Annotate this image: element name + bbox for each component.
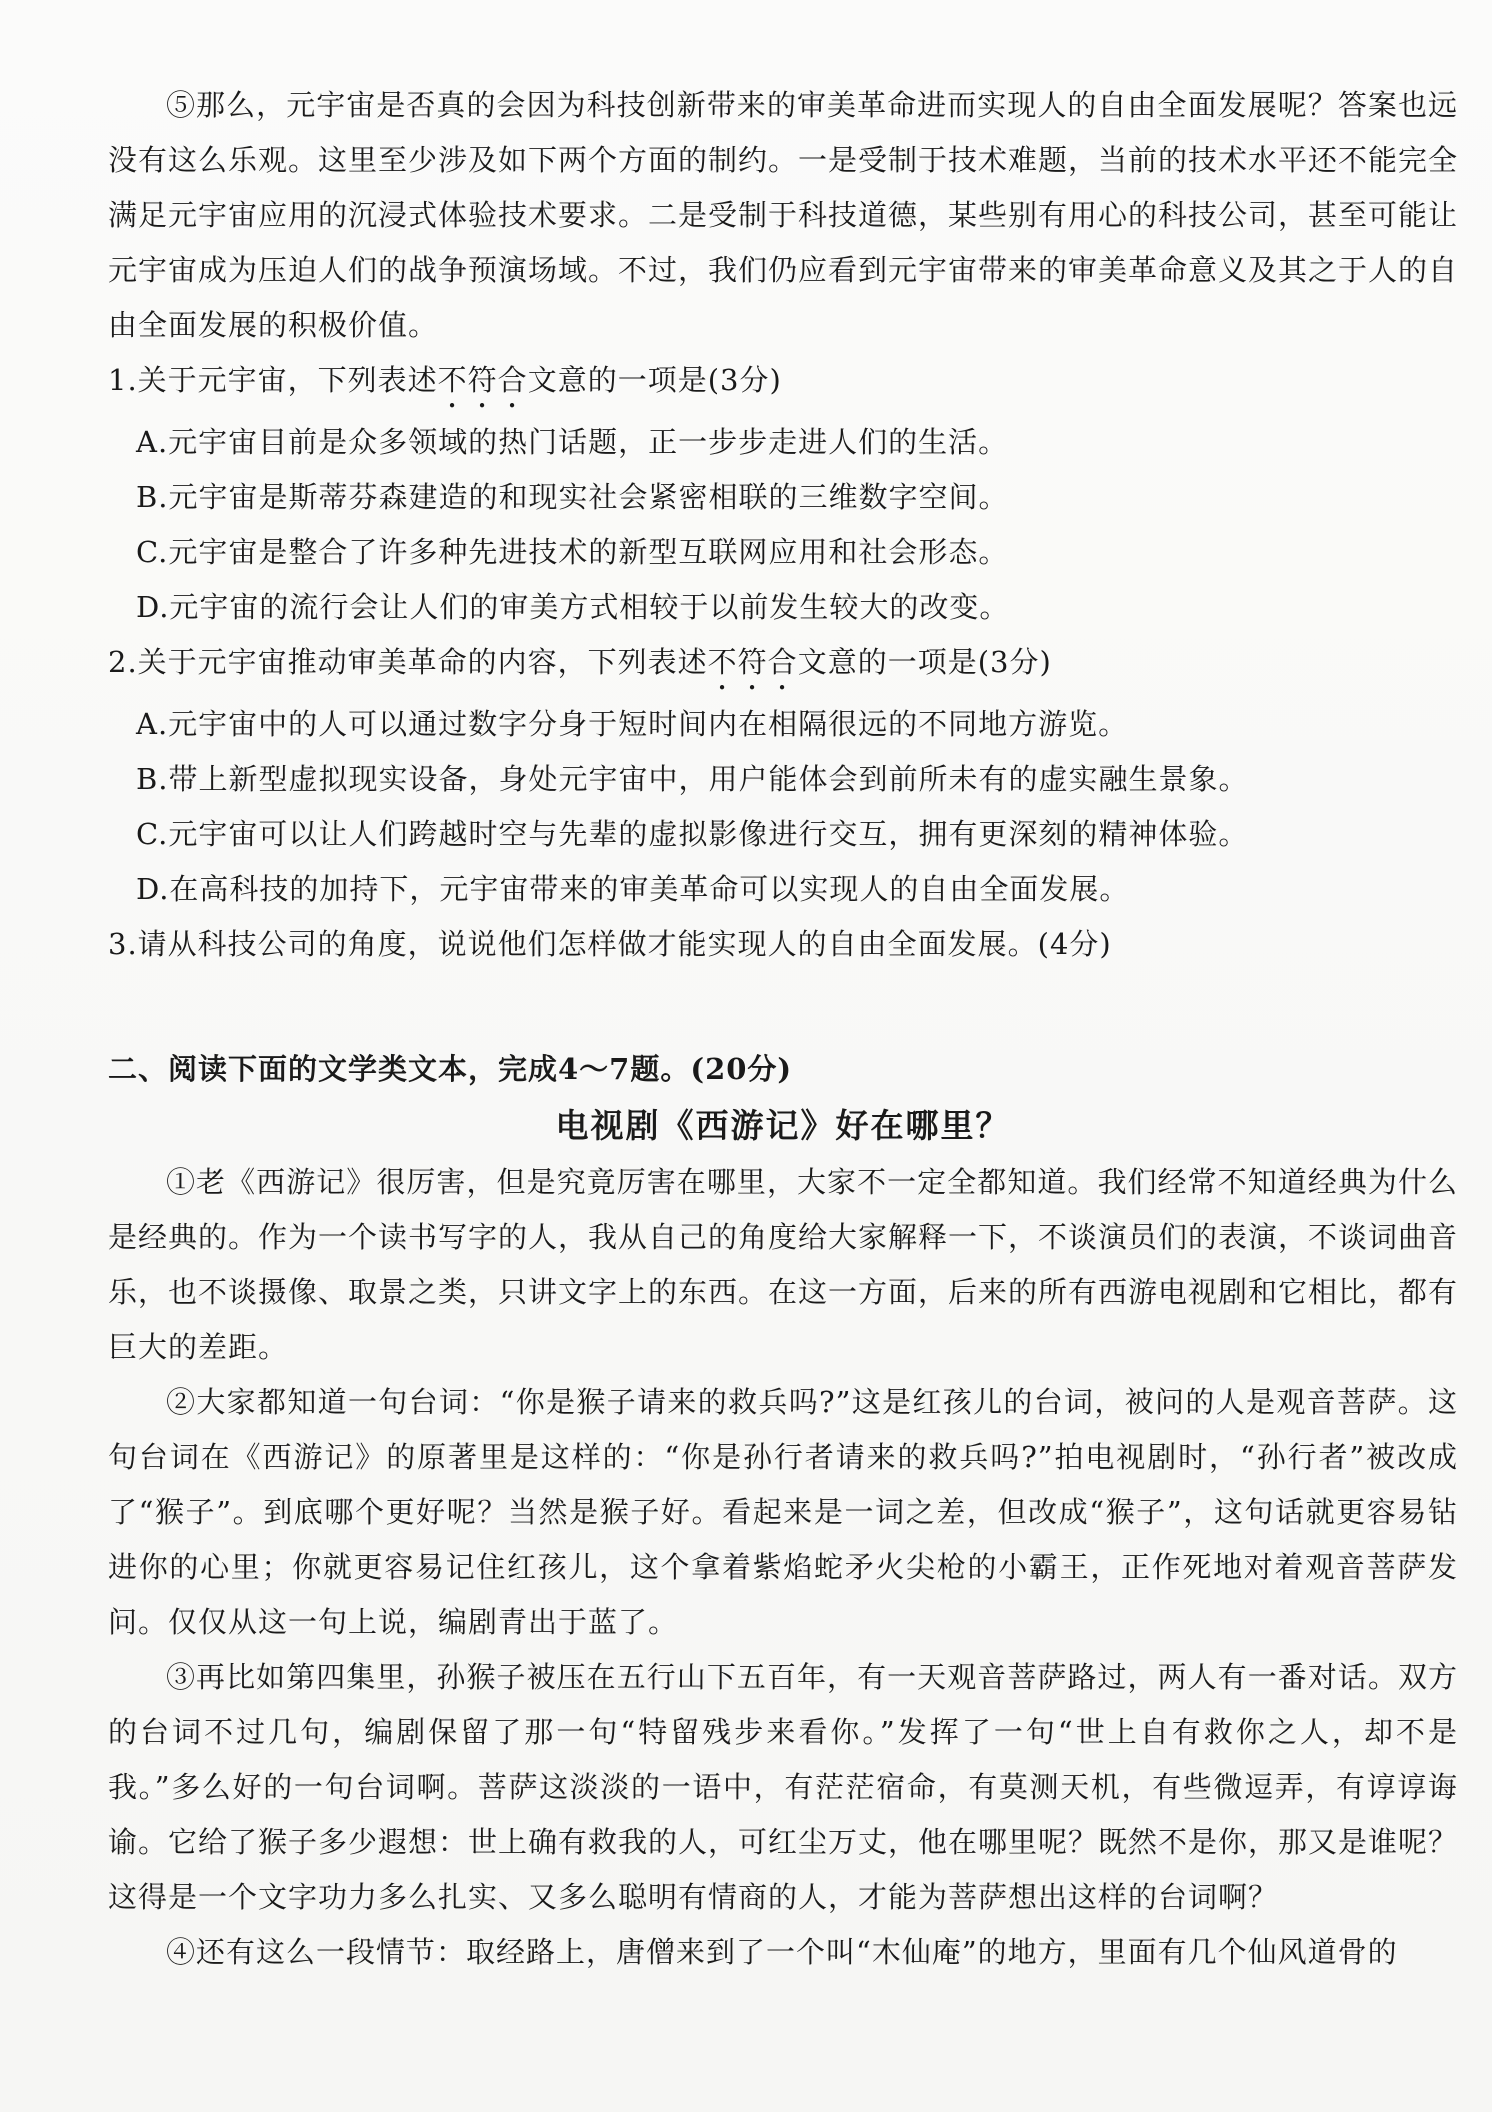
article-paragraph-2: ②大家都知道一句台词：“你是猴子请来的救兵吗?”这是红孩儿的台词，被问的人是观音菩萨。这句台词在《西游记》的原著里是这样的：“你是孙行者请来的救兵吗?”拍电视剧时，“孙行者”被改成了“猴子”。到底哪个更好呢？当然是猴子好。看起来是一词之差，但改成“猴子”，这句话就更容易钻进你的心里；你就更容易记住红孩儿，这个拿着紫焰蛇矛火尖枪的小霸王，正作死地对着观音菩萨发问。仅仅从这一句上说，编剧青出于蓝了。 xyxy=(108,1385,1458,1639)
question-1-option-d: D.元宇宙的流行会让人们的审美方式相较于以前发生较大的改变。 xyxy=(136,590,1010,624)
question-2-option-b: B.带上新型虚拟现实设备，身处元宇宙中，用户能体会到前所未有的虚实融生景象。 xyxy=(136,762,1249,796)
question-1-stem xyxy=(108,353,1458,415)
question-1-option-c: C.元宇宙是整合了许多种先进技术的新型互联网应用和社会形态。 xyxy=(136,535,1009,569)
question-1-option-a: A.元宇宙目前是众多领域的热门话题，正一步步走进人们的生活。 xyxy=(136,425,1009,459)
question-1-stem-emphasis: 不符合 xyxy=(437,363,528,397)
article-title: 电视剧《西游记》好在哪里？ xyxy=(555,1106,1011,1145)
question-2-stem-emphasis: 不符合 xyxy=(707,645,798,679)
question-2-stem-after: 文意的一项是(3分) xyxy=(797,645,1052,679)
question-1-stem-after: 文意的一项是(3分) xyxy=(527,363,782,397)
article-paragraph-4: ④还有这么一段情节：取经路上，唐僧来到了一个叫“木仙庵”的地方，里面有几个仙风道骨的 xyxy=(166,1935,1398,1969)
question-2-stem xyxy=(108,635,1458,697)
question-2-option-a: A.元宇宙中的人可以通过数字分身于短时间内在相隔很远的不同地方游览。 xyxy=(136,707,1129,741)
question-1-stem-before: 1.关于元宇宙，下列表述 xyxy=(108,363,438,397)
question-2-option-c: C.元宇宙可以让人们跨越时空与先辈的虚拟影像进行交互，拥有更深刻的精神体验。 xyxy=(136,817,1249,851)
question-3-stem: 3.请从科技公司的角度，说说他们怎样做才能实现人的自由全面发展。(4分) xyxy=(108,927,1112,961)
section-2-heading: 二、阅读下面的文学类文本，完成4～7题。(20分) xyxy=(108,1052,793,1086)
passage-paragraph-5: ⑤那么，元宇宙是否真的会因为科技创新带来的审美革命进而实现人的自由全面发展呢？答案也远没有这么乐观。这里至少涉及如下两个方面的制约。一是受制于技术难题，当前的技术水平还不能完全满足元宇宙应用的沉浸式体验技术要求。二是受制于科技道德，某些别有用心的科技公司，甚至可能让元宇宙成为压迫人们的战争预演场域。不过，我们仍应看到元宇宙带来的审美革命意义及其之于人的自由全面发展的积极价值。 xyxy=(108,88,1459,342)
article-paragraph-3: ③再比如第四集里，孙猴子被压在五行山下五百年，有一天观音菩萨路过，两人有一番对话。双方的台词不过几句，编剧保留了那一句“特留残步来看你。”发挥了一句“世上自有救你之人，却不是我。”多么好的一句台词啊。菩萨这淡淡的一语中，有茫茫宿命，有莫测天机，有些微逗弄，有谆谆诲谕。它给了猴子多少遐想：世上确有救我的人，可红尘万丈，他在哪里呢？既然不是你，那又是谁呢？这得是一个文字功力多么扎实、又多么聪明有情商的人，才能为菩萨想出这样的台词啊？ xyxy=(108,1660,1459,1914)
question-2-option-d: D.在高科技的加持下，元宇宙带来的审美革命可以实现人的自由全面发展。 xyxy=(136,872,1130,906)
question-2-stem-before: 2.关于元宇宙推动审美革命的内容，下列表述 xyxy=(108,645,708,679)
question-1-option-b: B.元宇宙是斯蒂芬森建造的和现实社会紧密相联的三维数字空间。 xyxy=(136,480,1009,514)
article-paragraph-1: ①老《西游记》很厉害，但是究竟厉害在哪里，大家不一定全都知道。我们经常不知道经典为什么是经典的。作为一个读书写字的人，我从自己的角度给大家解释一下，不谈演员们的表演，不谈词曲音乐，也不谈摄像、取景之类，只讲文字上的东西。在这一方面，后来的所有西游电视剧和它相比，都有巨大的差距。 xyxy=(108,1165,1459,1364)
reading-passage-1 xyxy=(108,78,1458,972)
reading-passage-2 xyxy=(108,1042,1458,1980)
